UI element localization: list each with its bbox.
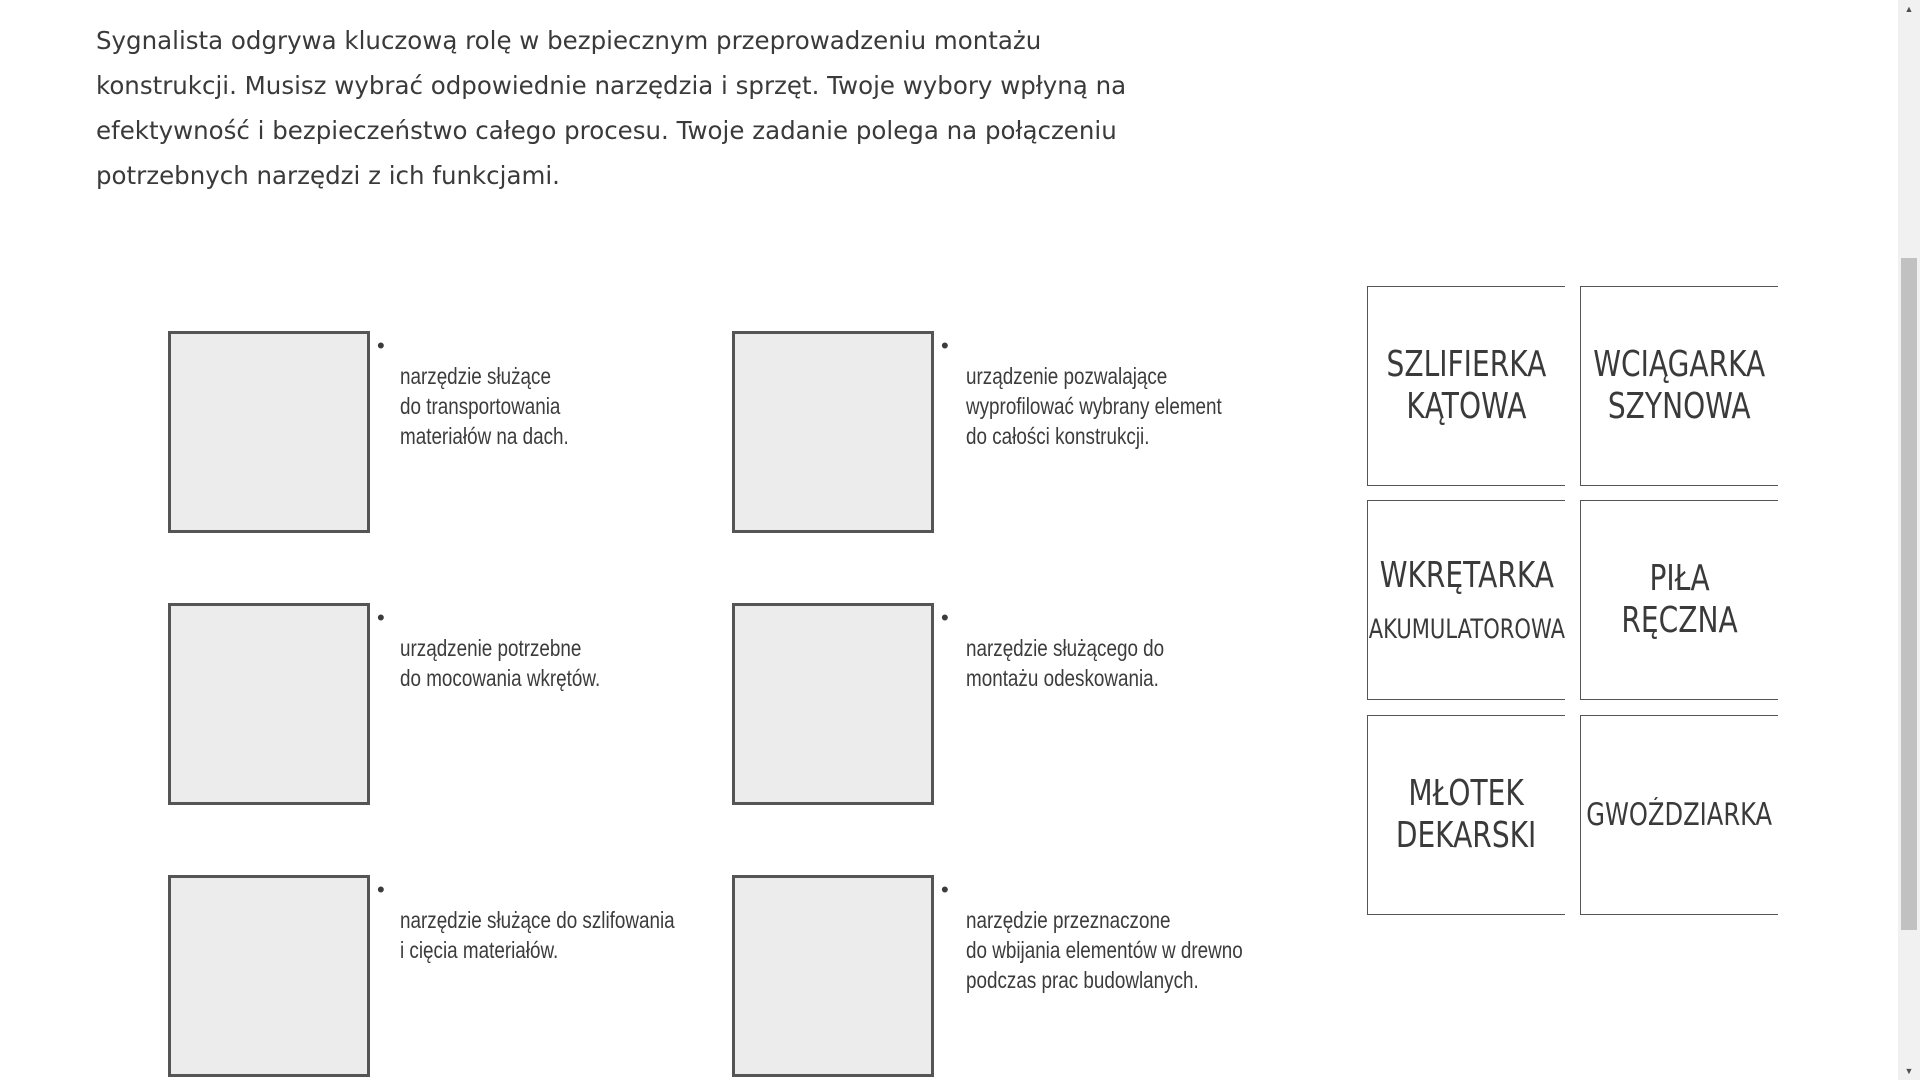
task-item-3 <box>168 603 728 808</box>
tile-label-3-main: WKRĘTARKA <box>1379 554 1554 596</box>
scrollbar-thumb[interactable] <box>1901 258 1917 930</box>
intro-line-1: Sygnalista odgrywa kluczową rolę w bezpiecznym przeprowadzeniu montażu <box>96 26 1042 55</box>
task-description-4 <box>966 603 1245 723</box>
tile-szlifierka-katowa[interactable] <box>1367 286 1565 486</box>
tile-label-6: GWOŹDZIARKA <box>1586 797 1773 833</box>
bullet-6: • <box>941 877 949 902</box>
intro-line-2: konstrukcji. Musisz wybrać odpowiednie narzędzia i sprzęt. Twoje wybory wpłyną na <box>96 71 1127 100</box>
task-description-text-3: urządzenie potrzebne do mocowania wkrętów. <box>400 635 601 691</box>
drop-zone-2[interactable] <box>732 331 934 533</box>
drop-zone-4[interactable] <box>732 603 934 805</box>
task-item-5 <box>168 875 728 1080</box>
task-description-text-4: narzędzie służącego do montażu odeskowania. <box>966 635 1165 691</box>
intro-paragraph <box>96 18 1176 198</box>
task-description-5 <box>400 875 712 995</box>
drop-zone-5[interactable] <box>168 875 370 1077</box>
task-item-1 <box>168 331 728 536</box>
intro-line-4: potrzebnych narzędzi z ich funkcjami. <box>96 161 560 190</box>
bullet-3: • <box>377 605 385 630</box>
intro-line-3: efektywność i bezpieczeństwo całego procesu. Twoje zadanie polega na połączeniu <box>96 116 1117 145</box>
tile-gwozdziarka[interactable] <box>1580 715 1778 915</box>
tile-wciagarka-szynowa[interactable] <box>1580 286 1778 486</box>
task-description-text-5: narzędzie służące do szlifowania i cięcia materiałów. <box>400 907 675 963</box>
task-description-1 <box>400 331 679 481</box>
tile-mlotek-dekarski[interactable] <box>1367 715 1565 915</box>
scroll-up-arrow-icon[interactable]: ▲ <box>1904 4 1914 14</box>
drop-zone-3[interactable] <box>168 603 370 805</box>
bullet-5: • <box>377 877 385 902</box>
bullet-2: • <box>941 333 949 358</box>
tile-label-2: WCIĄGARKA SZYNOWA <box>1593 344 1766 427</box>
task-description-2 <box>966 331 1278 481</box>
tile-label-3 <box>1368 537 1564 664</box>
tile-label-3-sub: AKUMULATOROWA <box>1368 613 1565 645</box>
drop-zone-1[interactable] <box>168 331 370 533</box>
tile-label-1: SZLIFIERKA KĄTOWA <box>1386 344 1547 427</box>
page-scrollbar[interactable] <box>1898 0 1920 1080</box>
task-item-2 <box>732 331 1292 536</box>
tile-label-4: PIŁA RĘCZNA <box>1621 558 1738 641</box>
task-item-6 <box>732 875 1292 1080</box>
tile-label-5: MŁOTEK DEKARSKI <box>1396 773 1537 856</box>
task-item-4 <box>732 603 1292 808</box>
task-description-3 <box>400 603 679 723</box>
task-description-text-2: urządzenie pozwalające wyprofilować wybrany element do całości konstrukcji. <box>966 363 1222 449</box>
tile-pila-reczna[interactable] <box>1580 500 1778 700</box>
task-description-text-6: narzędzie przeznaczone do wbijania elementów w drewno podczas prac budowlanych. <box>966 907 1243 993</box>
task-description-text-1: narzędzie służące do transportowania materiałów na dach. <box>400 363 569 449</box>
bullet-4: • <box>941 605 949 630</box>
task-description-6 <box>966 875 1278 1025</box>
tile-wkretarka-akumulatorowa[interactable] <box>1367 500 1565 700</box>
bullet-1: • <box>377 333 385 358</box>
scroll-down-arrow-icon[interactable]: ▼ <box>1904 1066 1914 1076</box>
drop-zone-6[interactable] <box>732 875 934 1077</box>
